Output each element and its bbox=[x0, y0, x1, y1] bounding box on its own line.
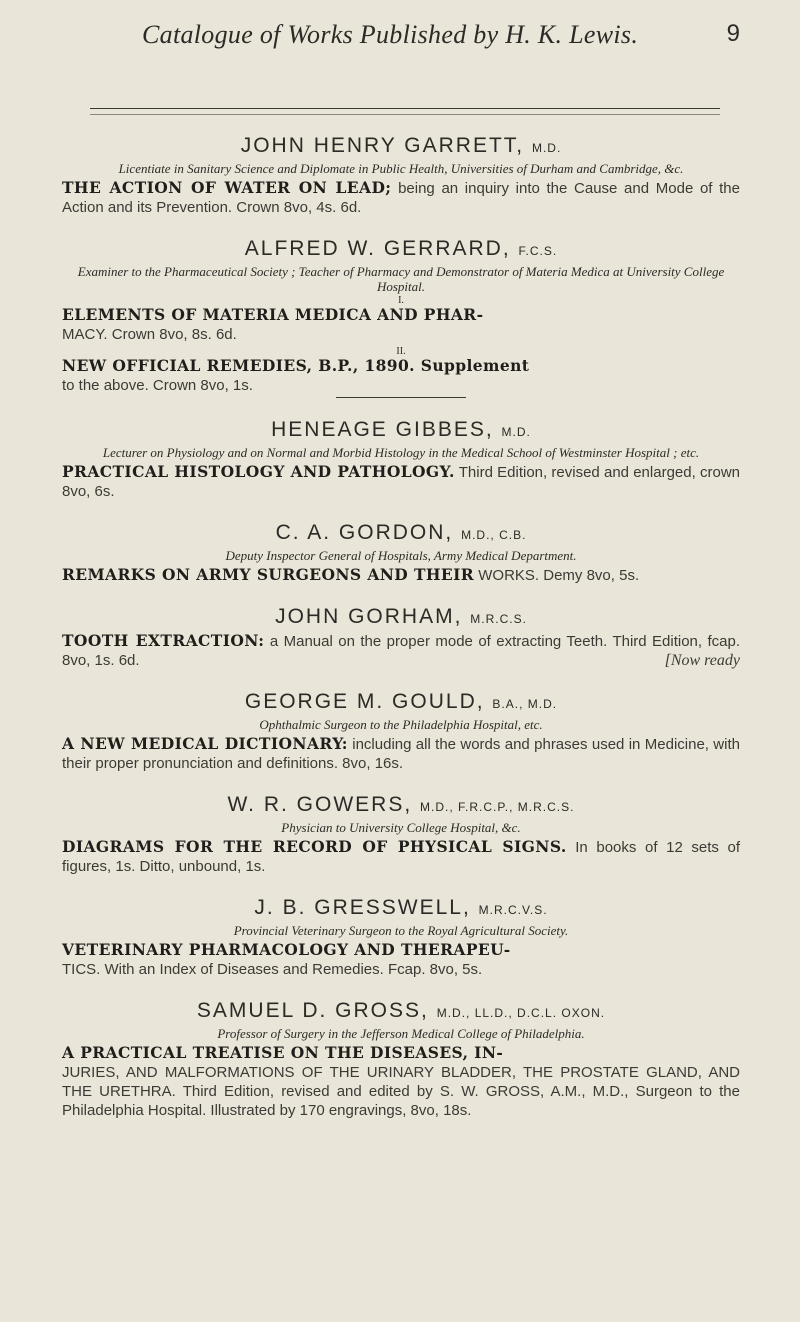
author-name: W. R. GOWERS, M.D., F.R.C.P., M.R.C.S. bbox=[227, 793, 575, 816]
author-degrees: M.D. bbox=[531, 141, 562, 155]
work-listing bbox=[62, 178, 740, 217]
entry-divider bbox=[336, 397, 466, 398]
work-listing bbox=[62, 631, 740, 670]
author-name: J. B. GRESSWELL, M.R.C.V.S. bbox=[254, 896, 548, 919]
work-listing bbox=[62, 1043, 740, 1120]
work-listing bbox=[62, 837, 740, 876]
page-number: 9 bbox=[726, 20, 740, 47]
work-details: being an inquiry into the Cause and Mode of the Action and its Prevention. Crown 8vo, 4s. 6d. bbox=[62, 180, 740, 216]
work-title: A NEW MEDICAL DICTIONARY: bbox=[62, 734, 348, 753]
work-listing bbox=[62, 305, 740, 344]
running-head bbox=[62, 0, 740, 70]
author-degrees: F.C.S. bbox=[518, 244, 558, 258]
author-description: Deputy Inspector General of Hospitals, Army Medical Department. bbox=[225, 548, 577, 563]
author-description: Ophthalmic Surgeon to the Philadelphia Hospital, etc. bbox=[259, 717, 543, 732]
work-listing bbox=[62, 356, 740, 395]
catalogue-entry bbox=[62, 521, 740, 585]
author-degrees: M.D., LL.D., D.C.L. OXON. bbox=[436, 1006, 606, 1020]
catalogue-entry bbox=[62, 896, 740, 979]
work-title: NEW OFFICIAL REMEDIES, B.P., 1890. Supplement bbox=[62, 356, 530, 375]
work-title: DIAGRAMS FOR THE RECORD OF PHYSICAL SIGNS. bbox=[62, 837, 567, 856]
work-numeral: I. bbox=[398, 295, 404, 306]
work-listing bbox=[62, 462, 740, 501]
work-details: a Manual on the proper mode of extracting Teeth. Third Edition, fcap. 8vo, 1s. 6d. bbox=[62, 633, 741, 669]
author-description: Licentiate in Sanitary Science and Diplomate in Public Health, Universities of Durham and Cambridge, &c. bbox=[118, 161, 684, 176]
work-listing bbox=[62, 565, 740, 585]
catalogue-entry bbox=[62, 793, 740, 876]
catalogue-entry bbox=[62, 134, 740, 217]
author-description: Provincial Veterinary Surgeon to the Royal Agricultural Society. bbox=[233, 923, 569, 938]
work-title: TOOTH EXTRACTION: bbox=[62, 631, 265, 650]
work-title: REMARKS ON ARMY SURGEONS AND THEIR bbox=[62, 565, 475, 584]
catalogue-entry bbox=[62, 605, 740, 670]
work-details: In books of 12 sets of figures, 1s. Ditto, unbound, 1s. bbox=[62, 839, 740, 875]
author-description: Lecturer on Physiology and on Normal and Morbid Histology in the Medical School of Westminster Hospital ; etc. bbox=[102, 445, 700, 460]
catalogue-entry bbox=[62, 237, 740, 398]
author-degrees: B.A., M.D. bbox=[492, 697, 558, 711]
author-degrees: M.D., F.R.C.P., M.R.C.S. bbox=[420, 800, 575, 814]
catalogue-entries bbox=[62, 118, 740, 1140]
author-description: Professor of Surgery in the Jefferson Medical College of Philadelphia. bbox=[217, 1026, 585, 1041]
work-details: JURIES, AND MALFORMATIONS OF THE URINARY BLADDER, THE PROSTATE GLAND, AND THE URETHRA. Third Edition, revised and edited by S. W. GROSS, A.M., M.D., Surgeon to the Philadelphia Hospital. Illustrated by 170 engravings, 8vo, 18s. bbox=[62, 1064, 740, 1119]
work-title: PRACTICAL HISTOLOGY AND PATHOLOGY. bbox=[62, 462, 455, 481]
work-listing bbox=[62, 734, 740, 773]
author-name: C. A. GORDON, M.D., C.B. bbox=[275, 521, 527, 544]
work-title: ELEMENTS OF MATERIA MEDICA AND PHAR- bbox=[62, 305, 484, 324]
author-name: JOHN GORHAM, M.R.C.S. bbox=[275, 605, 527, 628]
author-name: GEORGE M. GOULD, B.A., M.D. bbox=[244, 690, 558, 713]
work-numeral: II. bbox=[396, 346, 406, 357]
author-name: ALFRED W. GERRARD, F.C.S. bbox=[244, 237, 558, 260]
header-rule bbox=[90, 108, 720, 109]
author-name: SAMUEL D. GROSS, M.D., LL.D., D.C.L. OXON. bbox=[196, 999, 606, 1022]
work-details: to the above. Crown 8vo, 1s. bbox=[62, 377, 253, 394]
work-listing bbox=[62, 940, 740, 979]
author-degrees: M.D. bbox=[501, 425, 531, 439]
author-degrees: M.R.C.V.S. bbox=[478, 903, 548, 917]
catalogue-entry bbox=[62, 690, 740, 773]
author-name: HENEAGE GIBBES, M.D. bbox=[271, 418, 531, 441]
work-title: VETERINARY PHARMACOLOGY AND THERAPEU- bbox=[62, 940, 511, 959]
author-degrees: M.D., C.B. bbox=[461, 528, 527, 542]
work-title: A PRACTICAL TREATISE ON THE DISEASES, IN- bbox=[62, 1043, 504, 1062]
work-details: TICS. With an Index of Diseases and Remedies. Fcap. 8vo, 5s. bbox=[62, 961, 483, 978]
author-description: Physician to University College Hospital, &c. bbox=[281, 820, 521, 835]
author-degrees: M.R.C.S. bbox=[470, 612, 527, 626]
catalogue-entry bbox=[62, 999, 740, 1120]
work-details: including all the words and phrases used in Medicine, with their proper pronunciation and definitions. 8vo, 16s. bbox=[62, 736, 740, 772]
availability-note: [Now ready bbox=[664, 652, 740, 669]
work-details: MACY. Crown 8vo, 8s. 6d. bbox=[62, 326, 237, 343]
work-title: THE ACTION OF WATER ON LEAD; bbox=[62, 178, 392, 197]
work-details: WORKS. Demy 8vo, 5s. bbox=[474, 567, 640, 584]
work-details: Third Edition, revised and enlarged, crown 8vo, 6s. bbox=[62, 464, 740, 500]
header-rule-thin bbox=[90, 114, 720, 115]
catalogue-entry bbox=[62, 418, 740, 501]
running-head-title: Catalogue of Works Published by H. K. Lewis. bbox=[142, 20, 639, 49]
author-description: Examiner to the Pharmaceutical Society ; Teacher of Pharmacy and Demonstrator of Materia Medica at University College Hospital. bbox=[77, 264, 725, 294]
author-name: JOHN HENRY GARRETT, M.D. bbox=[240, 134, 562, 157]
